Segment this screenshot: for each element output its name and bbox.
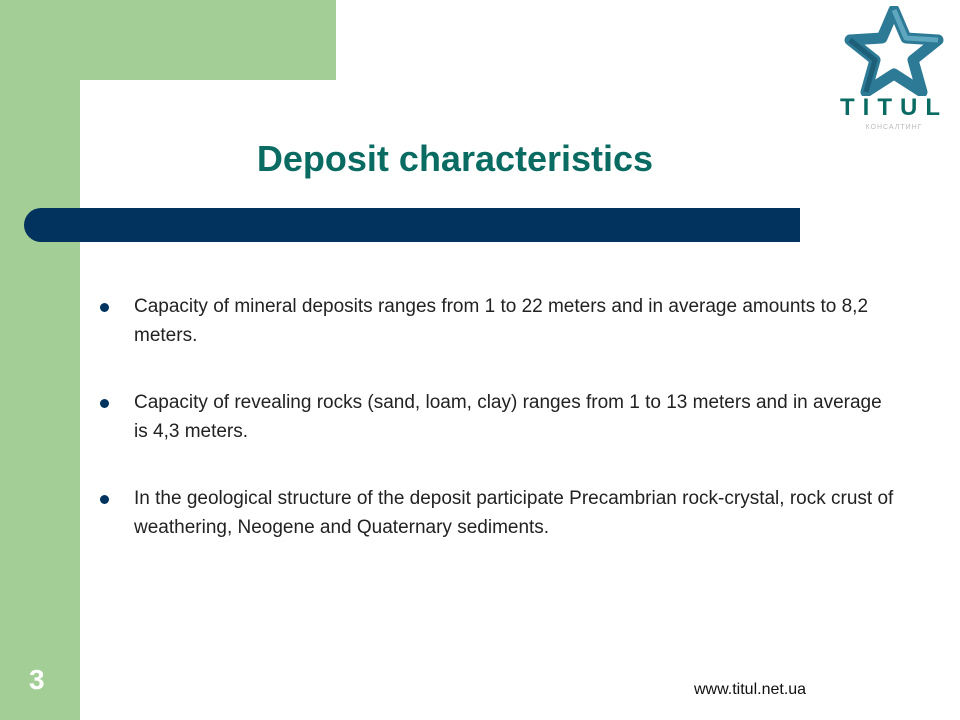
titul-logo bbox=[836, 6, 952, 136]
bullet-text: Capacity of revealing rocks (sand, loam, clay) ranges from 1 to 13 meters and in average is 4,3 meters. bbox=[134, 392, 882, 442]
top-green-band bbox=[80, 0, 336, 80]
title-underline-bar bbox=[24, 208, 800, 242]
bullet-item bbox=[100, 292, 900, 350]
bullet-item bbox=[100, 388, 900, 446]
slide-title: Deposit characteristics bbox=[256, 138, 654, 179]
bullet-text: Capacity of mineral deposits ranges from 1 to 22 meters and in average amounts to 8,2 meters. bbox=[134, 296, 869, 346]
page-number: 3 bbox=[29, 664, 45, 695]
bullet-text: In the geological structure of the deposit participate Precambrian rock-crystal, rock crust of weathering, Neogene and Quaternary sediments. bbox=[134, 488, 894, 538]
left-green-band bbox=[0, 0, 80, 720]
bullet-dot-icon bbox=[100, 399, 109, 408]
rounded-corner bbox=[80, 80, 170, 170]
star-icon bbox=[836, 6, 952, 96]
bullet-dot-icon bbox=[100, 303, 109, 312]
bullet-list bbox=[100, 292, 900, 580]
footer-url: www.titul.net.ua bbox=[694, 681, 807, 698]
bullet-item bbox=[100, 484, 900, 542]
logo-wordmark: TITUL bbox=[840, 94, 948, 121]
logo-tagline: КОНСАЛТИНГ bbox=[865, 124, 923, 131]
bullet-dot-icon bbox=[100, 495, 109, 504]
